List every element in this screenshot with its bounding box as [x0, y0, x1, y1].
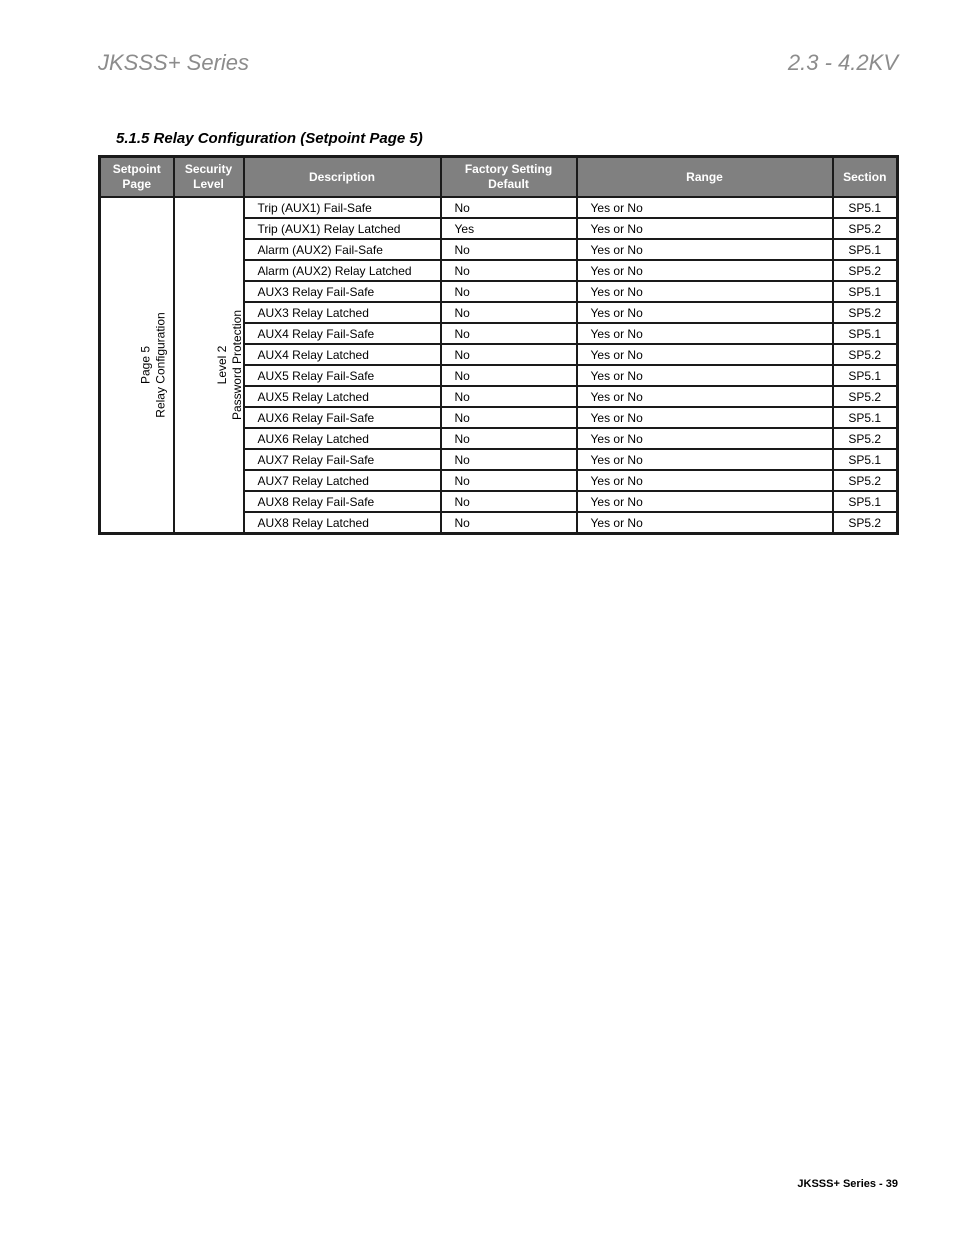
description-cell: AUX6 Relay Latched: [244, 428, 441, 449]
section-cell: SP5.2: [833, 428, 898, 449]
header-factory-default: Factory Setting Default: [441, 157, 577, 198]
setpoint-page-number: Page 5: [138, 345, 153, 385]
range-cell: Yes or No: [577, 260, 833, 281]
default-cell: No: [441, 428, 577, 449]
description-cell: AUX4 Relay Latched: [244, 344, 441, 365]
description-cell: AUX3 Relay Fail-Safe: [244, 281, 441, 302]
range-cell: Yes or No: [577, 218, 833, 239]
description-cell: Trip (AUX1) Fail-Safe: [244, 197, 441, 218]
section-cell: SP5.1: [833, 323, 898, 344]
description-cell: AUX8 Relay Fail-Safe: [244, 491, 441, 512]
table-row: [100, 197, 898, 218]
default-cell: No: [441, 323, 577, 344]
section-cell: SP5.1: [833, 491, 898, 512]
section-cell: SP5.1: [833, 197, 898, 218]
default-cell: No: [441, 491, 577, 512]
default-cell: No: [441, 344, 577, 365]
range-cell: Yes or No: [577, 512, 833, 534]
header-security-level: Security Level: [174, 157, 244, 198]
range-cell: Yes or No: [577, 281, 833, 302]
section-cell: SP5.2: [833, 512, 898, 534]
default-cell: No: [441, 302, 577, 323]
description-cell: Alarm (AUX2) Relay Latched: [244, 260, 441, 281]
range-cell: Yes or No: [577, 428, 833, 449]
range-cell: Yes or No: [577, 365, 833, 386]
section-cell: SP5.2: [833, 302, 898, 323]
header-setpoint-page: Setpoint Page: [100, 157, 174, 198]
range-cell: Yes or No: [577, 407, 833, 428]
document-voltage-range: 2.3 - 4.2KV: [787, 50, 898, 75]
setpoint-page-name: Relay Configuration: [153, 312, 168, 418]
default-cell: Yes: [441, 218, 577, 239]
section-cell: SP5.1: [833, 281, 898, 302]
security-level-cell: [174, 197, 244, 534]
default-cell: No: [441, 365, 577, 386]
range-cell: Yes or No: [577, 470, 833, 491]
section-cell: SP5.2: [833, 344, 898, 365]
page-footer: JKSSS+ Series - 39: [797, 1178, 898, 1190]
section-cell: SP5.1: [833, 449, 898, 470]
default-cell: No: [441, 260, 577, 281]
section-cell: SP5.1: [833, 365, 898, 386]
default-cell: No: [441, 239, 577, 260]
document-series-title: JKSSS+ Series: [98, 50, 250, 75]
security-level-number: Level 2: [214, 345, 229, 385]
description-cell: AUX6 Relay Fail-Safe: [244, 407, 441, 428]
description-cell: AUX8 Relay Latched: [244, 512, 441, 534]
default-cell: No: [441, 512, 577, 534]
default-cell: No: [441, 449, 577, 470]
setpoint-page-cell: [100, 197, 174, 534]
description-cell: Alarm (AUX2) Fail-Safe: [244, 239, 441, 260]
range-cell: Yes or No: [577, 491, 833, 512]
table-body: [100, 197, 898, 534]
range-cell: Yes or No: [577, 239, 833, 260]
default-cell: No: [441, 197, 577, 218]
relay-configuration-table: [98, 155, 899, 535]
range-cell: Yes or No: [577, 197, 833, 218]
description-cell: AUX7 Relay Fail-Safe: [244, 449, 441, 470]
section-cell: SP5.2: [833, 470, 898, 491]
description-cell: AUX3 Relay Latched: [244, 302, 441, 323]
description-cell: Trip (AUX1) Relay Latched: [244, 218, 441, 239]
table-header-row: [100, 157, 898, 198]
section-cell: SP5.2: [833, 260, 898, 281]
range-cell: Yes or No: [577, 323, 833, 344]
default-cell: No: [441, 407, 577, 428]
description-cell: AUX7 Relay Latched: [244, 470, 441, 491]
description-cell: AUX5 Relay Fail-Safe: [244, 365, 441, 386]
description-cell: AUX4 Relay Fail-Safe: [244, 323, 441, 344]
range-cell: Yes or No: [577, 449, 833, 470]
section-cell: SP5.1: [833, 239, 898, 260]
section-cell: SP5.2: [833, 386, 898, 407]
section-cell: SP5.1: [833, 407, 898, 428]
security-level-name: Password Protection: [229, 309, 244, 421]
range-cell: Yes or No: [577, 344, 833, 365]
section-cell: SP5.2: [833, 218, 898, 239]
section-title: 5.1.5 Relay Configuration (Setpoint Page 5): [116, 130, 423, 147]
default-cell: No: [441, 281, 577, 302]
header-range: Range: [577, 157, 833, 198]
description-cell: AUX5 Relay Latched: [244, 386, 441, 407]
default-cell: No: [441, 386, 577, 407]
default-cell: No: [441, 470, 577, 491]
range-cell: Yes or No: [577, 386, 833, 407]
range-cell: Yes or No: [577, 302, 833, 323]
header-section: Section: [833, 157, 898, 198]
header-description: Description: [244, 157, 441, 198]
